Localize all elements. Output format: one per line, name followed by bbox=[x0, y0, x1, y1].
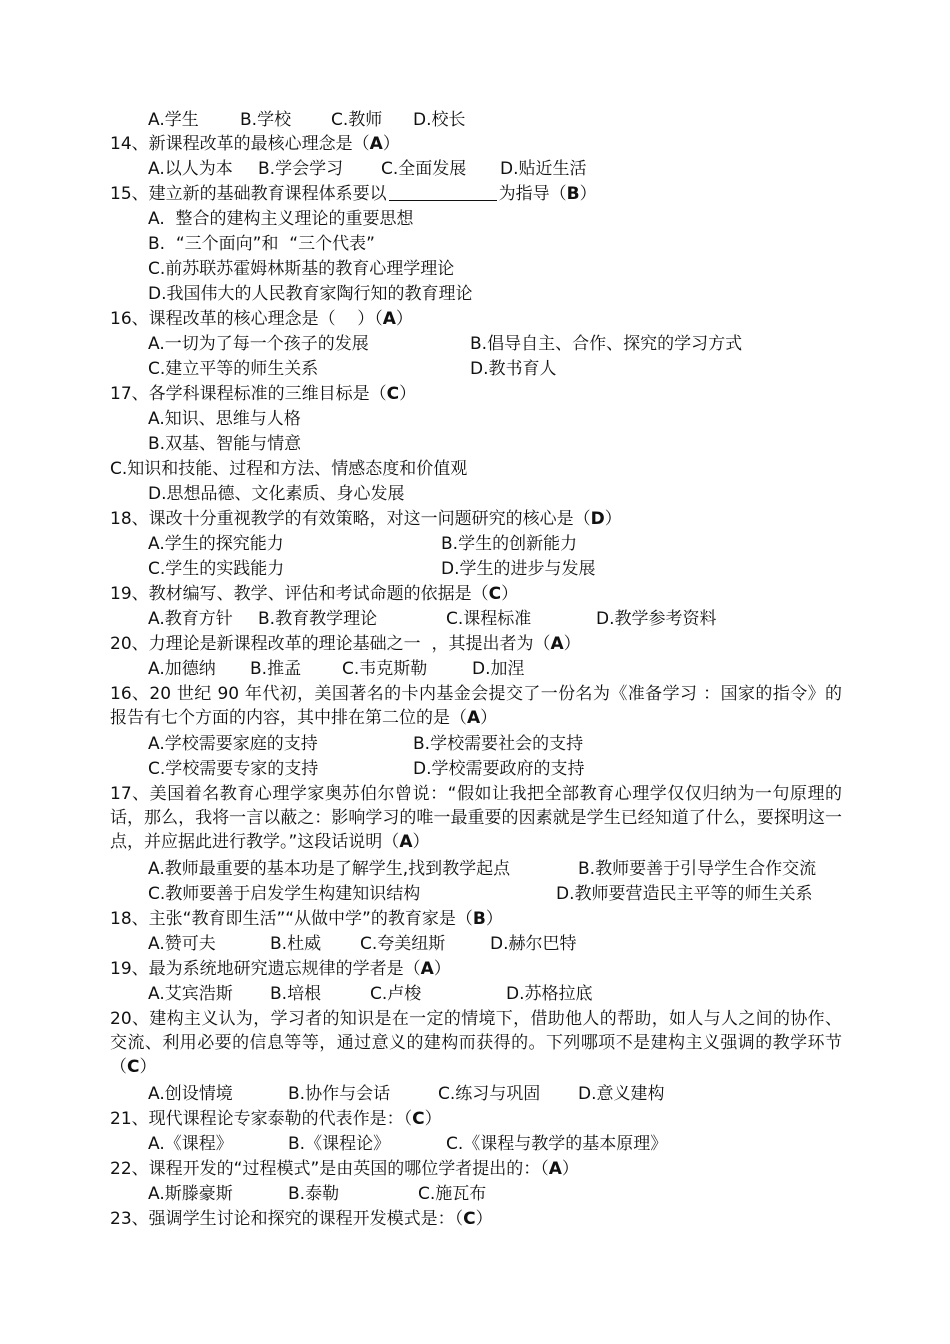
question bbox=[110, 382, 416, 406]
question bbox=[110, 307, 413, 331]
question-line: C.知识和技能、过程和方法、情感态度和价值观 bbox=[110, 459, 468, 479]
answer-letter: A bbox=[399, 832, 413, 852]
question bbox=[110, 132, 400, 156]
option: B.泰勒 bbox=[288, 1184, 340, 1204]
option: A.赞可夫 bbox=[148, 934, 216, 954]
option: B.教育教学理论 bbox=[258, 609, 378, 629]
option: B.教师要善于引导学生合作交流 bbox=[578, 859, 817, 879]
option: D.加涅 bbox=[472, 659, 525, 679]
option: A.学校需要家庭的支持 bbox=[148, 734, 318, 754]
option: C.前苏联苏霍姆林斯基的教育心理学理论 bbox=[148, 259, 455, 279]
option: D.赫尔巴特 bbox=[490, 934, 577, 954]
option: A.加德纳 bbox=[148, 659, 216, 679]
option: B.推孟 bbox=[250, 659, 302, 679]
fill-blank bbox=[389, 182, 497, 201]
question-text: 16、20 世纪 90 年代初，美国著名的卡内基金会提交了一份名为《准备学习 ：国家的指令》的报告有七个方面的内容，其中排在第二位的是（ bbox=[110, 684, 842, 728]
option: D.学生的进步与发展 bbox=[441, 559, 596, 579]
question-text: 18、课改十分重视教学的有效策略，对这一问题研究的核心是（ bbox=[110, 509, 591, 529]
option: C.学校需要专家的支持 bbox=[148, 759, 319, 779]
option: C.教师 bbox=[331, 110, 383, 130]
answer-letter: B bbox=[472, 909, 486, 929]
question bbox=[110, 1207, 493, 1231]
option: A. 整合的建构主义理论的重要思想 bbox=[148, 209, 414, 229]
option: C.韦克斯勒 bbox=[342, 659, 428, 679]
question bbox=[110, 582, 518, 606]
question bbox=[110, 907, 503, 931]
option: C.教师要善于启发学生构建知识结构 bbox=[148, 884, 421, 904]
option: C.夸美纽斯 bbox=[360, 934, 446, 954]
option: A.教育方针 bbox=[148, 609, 233, 629]
answer-letter: C bbox=[127, 1057, 140, 1077]
question-text: 20、建构主义认为，学习者的知识是在一定的情境下，借助他人的帮助，如人与人之间的协作、交流、利用必要的信息等等，通过意义的建构而获得的。下列哪项不是建构主义强调的教学环节（ bbox=[110, 1009, 842, 1077]
option: B.倡导自主、合作、探究的学习方式 bbox=[470, 334, 743, 354]
option: D.苏格拉底 bbox=[506, 984, 593, 1004]
question-text: ） bbox=[579, 184, 597, 204]
question-text: ） bbox=[475, 1209, 493, 1229]
question-text: 为指导（ bbox=[498, 184, 567, 204]
option: B.学校 bbox=[240, 110, 292, 130]
question bbox=[110, 507, 622, 531]
answer-letter: C bbox=[412, 1109, 425, 1129]
answer-letter: A bbox=[550, 634, 564, 654]
question-text: ） bbox=[433, 959, 451, 979]
question-text: 19、教材编写、教学、评估和考试命题的依据是（ bbox=[110, 584, 489, 604]
option: D.我国伟大的人民教育家陶行知的教育理论 bbox=[148, 284, 473, 304]
question-text: 17、各学科课程标准的三维目标是（ bbox=[110, 384, 387, 404]
option: D.贴近生活 bbox=[500, 159, 587, 179]
question-text: ） bbox=[399, 384, 417, 404]
question bbox=[110, 1107, 442, 1131]
option: D.意义建构 bbox=[578, 1084, 665, 1104]
question-text: 17、美国着名教育心理学家奥苏伯尔曾说：“假如让我把全部教育心理学仅仅归纳为一句原理的话，那么，我将一言以蔽之：影响学习的唯一最重要的因素就是学生已经知道了什么，要探明这一点，并应据此进行教学。”这段话说明（ bbox=[110, 784, 842, 852]
option: D.校长 bbox=[413, 110, 466, 130]
answer-letter: A bbox=[548, 1159, 562, 1179]
question-text: ） bbox=[424, 1109, 442, 1129]
question-text: 14、新课程改革的最核心理念是（ bbox=[110, 134, 370, 154]
answer-letter: B bbox=[566, 184, 580, 204]
question bbox=[110, 957, 451, 981]
question-text: ） bbox=[395, 309, 413, 329]
option: B.培根 bbox=[270, 984, 322, 1004]
question bbox=[110, 782, 842, 854]
question-text: ） bbox=[139, 1057, 157, 1077]
option: A.教师最重要的基本功是了解学生,找到教学起点 bbox=[148, 859, 511, 879]
option: B.学会学习 bbox=[258, 159, 344, 179]
option: D.教师要营造民主平等的师生关系 bbox=[556, 884, 813, 904]
option: C.练习与巩固 bbox=[438, 1084, 541, 1104]
answer-letter: D bbox=[590, 509, 605, 529]
option: D.学校需要政府的支持 bbox=[413, 759, 585, 779]
question-text: ） bbox=[480, 708, 498, 728]
option: C.建立平等的师生关系 bbox=[148, 359, 319, 379]
question bbox=[110, 182, 597, 206]
question-text: 23、强调学生讨论和探究的课程开发模式是：（ bbox=[110, 1209, 464, 1229]
answer-letter: C bbox=[488, 584, 502, 604]
question-text: 16、课程改革的核心理念是（ ）（ bbox=[110, 309, 383, 329]
option: B.《课程论》 bbox=[288, 1134, 391, 1154]
question-text: ） bbox=[382, 134, 400, 154]
answer-letter: A bbox=[382, 309, 396, 329]
answer-letter: C bbox=[386, 384, 400, 404]
option: C.全面发展 bbox=[381, 159, 467, 179]
option: A.艾宾浩斯 bbox=[148, 984, 233, 1004]
question-text: 15、建立新的基础教育课程体系要以 bbox=[110, 184, 387, 204]
answer-letter: A bbox=[420, 959, 434, 979]
question bbox=[110, 632, 581, 656]
question-text: ） bbox=[563, 634, 581, 654]
question-text: 20、力理论是新课程改革的理论基础之一 ，其提出者为（ bbox=[110, 634, 551, 654]
question bbox=[110, 1007, 842, 1079]
option: A.知识、思维与人格 bbox=[148, 409, 301, 429]
option: A.《课程》 bbox=[148, 1134, 233, 1154]
option: A.斯滕豪斯 bbox=[148, 1184, 233, 1204]
option: B.杜威 bbox=[270, 934, 322, 954]
option: D.思想品德、文化素质、身心发展 bbox=[148, 484, 405, 504]
option: C.课程标准 bbox=[446, 609, 532, 629]
option: A.创设情境 bbox=[148, 1084, 233, 1104]
question-text: ） bbox=[501, 584, 519, 604]
question bbox=[110, 1157, 579, 1181]
option: C.《课程与教学的基本原理》 bbox=[446, 1134, 668, 1154]
option: A.一切为了每一个孩子的发展 bbox=[148, 334, 369, 354]
question-text: 22、课程开发的“过程模式”是由英国的哪位学者提出的：（ bbox=[110, 1159, 549, 1179]
option: B. “三个面向”和 “三个代表” bbox=[148, 234, 375, 254]
option: B.双基、智能与情意 bbox=[148, 434, 302, 454]
option: D.教书育人 bbox=[470, 359, 557, 379]
option: C.卢梭 bbox=[370, 984, 422, 1004]
option: C.施瓦布 bbox=[418, 1184, 487, 1204]
question-text: ） bbox=[561, 1159, 579, 1179]
option: A.以人为本 bbox=[148, 159, 233, 179]
option: B.学生的创新能力 bbox=[441, 534, 578, 554]
question bbox=[110, 682, 842, 730]
option: B.协作与会话 bbox=[288, 1084, 391, 1104]
question-text: ） bbox=[604, 509, 622, 529]
option: C.学生的实践能力 bbox=[148, 559, 285, 579]
answer-letter: C bbox=[463, 1209, 476, 1229]
question-text: 19、最为系统地研究遗忘规律的学者是（ bbox=[110, 959, 421, 979]
option: A.学生 bbox=[148, 110, 199, 130]
option: A.学生的探究能力 bbox=[148, 534, 284, 554]
option: B.学校需要社会的支持 bbox=[413, 734, 584, 754]
question-text: ） bbox=[485, 909, 503, 929]
question-text: 18、主张“教育即生活”“从做中学”的教育家是（ bbox=[110, 909, 473, 929]
answer-letter: A bbox=[467, 708, 481, 728]
option: D.教学参考资料 bbox=[596, 609, 717, 629]
answer-letter: A bbox=[369, 134, 383, 154]
question-text: 21、现代课程论专家泰勒的代表作是：（ bbox=[110, 1109, 413, 1129]
question-text: ） bbox=[412, 832, 430, 852]
